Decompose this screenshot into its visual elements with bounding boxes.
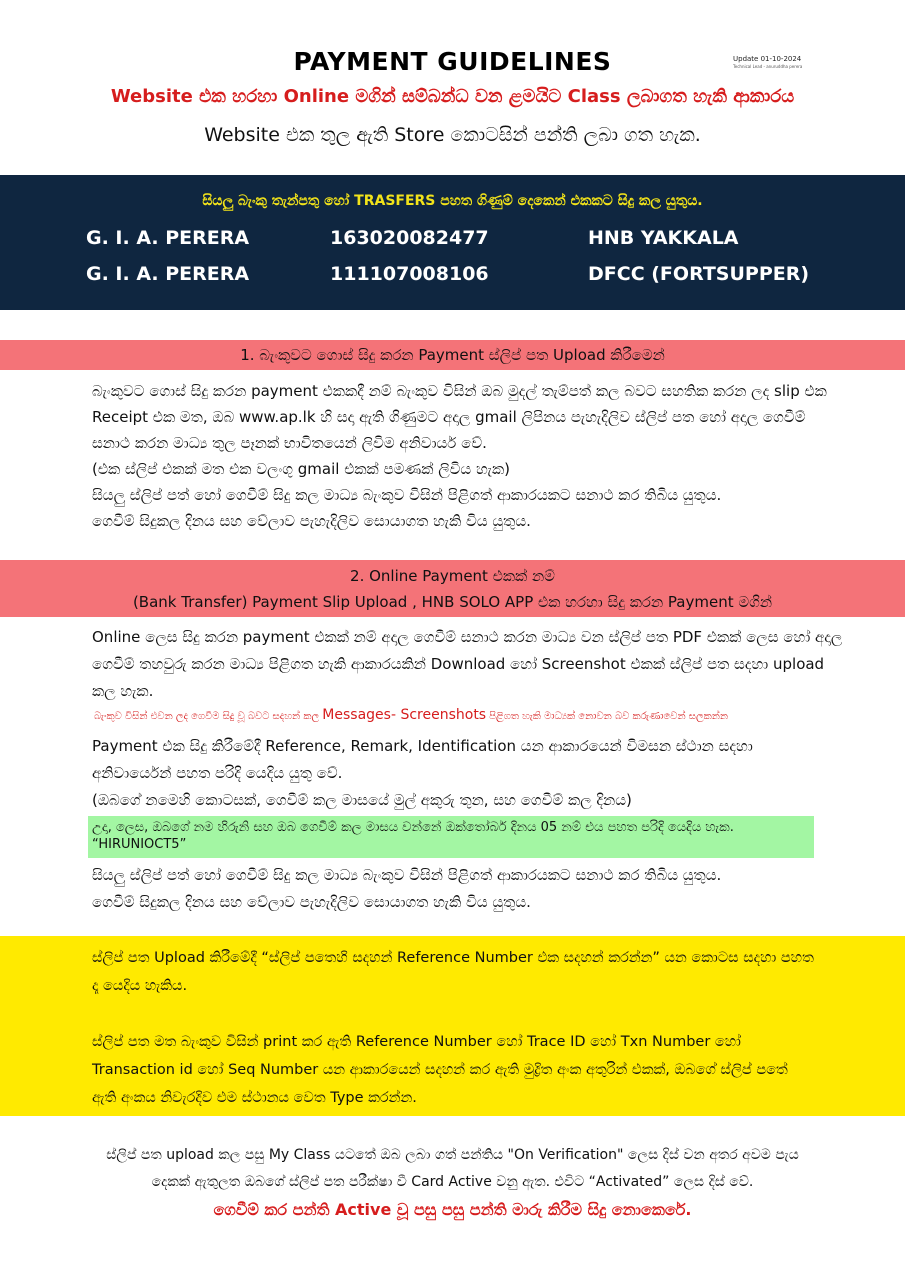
account-name: G. I. A. PERERA: [86, 263, 250, 285]
update-author: Technical Lead - anuruddha perera: [733, 64, 803, 69]
yellow-body: [92, 944, 832, 1112]
section1-heading: 1. බැංකුවට ගොස් සිදු කරන Payment ස්ලිප් පත Upload කිරීමෙන්: [0, 340, 905, 370]
footer-warning: ගෙවීම් කර පන්ති Active වූ පසු පසු පන්ති මාරු කිරීම සිදු නොකෙරේ.: [213, 1200, 692, 1219]
footer-line: ස්ලිප් පත upload කල පසු My Class යටතේ ඔබ ලබා ගත් පන්තිය "On Verification" ලෙස දිස් වන අතර අවම පැය: [106, 1147, 799, 1163]
footer: [0, 1142, 905, 1223]
section1-line: (එක ස්ලිප් එකක් මත එක වලංගු gmail එකක් පමණක් ලිවිය හැක): [92, 460, 511, 478]
warning-text-post: පිළිගත හැකි මාධ්‍යක් නොවන බව කරුණාවෙන් සලකන්න: [486, 711, 728, 722]
section2-line: ගෙවීම් සිදුකල දිනය සහ වේලාව පැහැදිලිව සොයාගත හැකි විය යුතුය.: [92, 893, 531, 911]
screenshot-warning: [94, 704, 822, 728]
header: [0, 0, 905, 175]
example-line: උදා, ලෙස, ඔබගේ නම හිරුනි සහ ඔබ ගෙවීම් කල මාසය වන්නේ ඔක්තෝබර් දිනය 05 නම් එය පහත පරිදි යෙදිය හැක.: [92, 820, 734, 835]
section2-line: Payment එක සිදු කිරීමේදී Reference, Remark, Identification යන ආකාරයෙන් විමසන ස්ථාන සදහා: [92, 737, 753, 755]
yellow-line: ඇති අංකය නිවැරදිව එම ස්ථානය වෙත Type කරන්න.: [92, 1090, 417, 1106]
account-number: 163020082477: [330, 227, 489, 249]
section2-body-c: [92, 862, 820, 916]
yellow-line: දෑ යෙදිය හැකිය.: [92, 978, 188, 994]
reference-example-box: [88, 816, 814, 858]
account-name: G. I. A. PERERA: [86, 227, 250, 249]
section2-body-a: [92, 624, 843, 705]
section2-line: Online ලෙස සිදු කරන payment එකක් නම් අදාල ගෙවීම් සනාථ කරන මාධ්‍ය වන ස්ලිප් පත PDF එකක් ලෙස හෝ අදාල: [92, 628, 843, 646]
bank-account-row: [0, 263, 905, 293]
reference-number-panel: [0, 936, 905, 1116]
section1-line: සියලු ස්ලිප් පත් හෝ ගෙවීම් සිදු කල මාධ්‍ය බැංකුව විසින් පිළිගත් ආකාරයකට සනාථ කර තිබිය යුතුය.: [92, 486, 722, 504]
bank-account-row: [0, 227, 905, 257]
section2-line: සියලු ස්ලිප් පත් හෝ ගෙවීම් සිදු කල මාධ්‍ය බැංකුව විසින් පිළිගත් ආකාරයකට සනාථ කර තිබිය යුතුය.: [92, 866, 722, 884]
section2-body-b: [92, 733, 820, 814]
section1-line: Receipt එක මත, ඔබ www.ap.lk හි සදා ඇති ගිණුමට අදාල gmail ලිපිනය පැහැදිලිව ස්ලිප් පත හෝ අදාල ගෙවීම්: [92, 408, 806, 426]
account-bank: HNB YAKKALA: [588, 227, 739, 249]
section2-heading-line2: (Bank Transfer) Payment Slip Upload , HNB SOLO APP එක හරහා සිදු කරන Payment මගින්: [132, 593, 773, 611]
section1-body: [92, 378, 827, 534]
update-date: Update 01-10-2024: [733, 55, 802, 63]
subtitle-red: Website එක හරහා Online මගින් සම්බන්ධ වන ළමයිට Class ලබාගත හැකි ආකාරය: [110, 86, 795, 107]
page-title: PAYMENT GUIDELINES: [293, 47, 612, 76]
yellow-line: ස්ලිප් පත මත බැංකුව විසින් print කර ඇති Reference Number හෝ Trace ID හෝ Txn Number හෝ: [92, 1034, 741, 1050]
footer-line: දෙකක් ඇතුලත ඔබගේ ස්ලිප් පත පරීක්ෂා වී Card Active වනු ඇත. එවිට “Activated” ලෙස දිස් වේ.: [151, 1174, 754, 1190]
bank-accounts-panel: [0, 175, 905, 310]
section2-line: කල හැක.: [92, 682, 154, 700]
yellow-line: ස්ලිප් පත Upload කිරීමේදී “ස්ලිප් පතෙහි සදහන් Reference Number එක සදහන් කරන්න” යන කොටස සදහා පහත: [92, 950, 814, 966]
example-code: “HIRUNIOCT5”: [92, 837, 187, 852]
bank-note: සියලු බැංකු තැන්පතු හෝ TRASFERS පහත ගිණුම් දෙකෙන් එකකට සිදු කල යුතුය.: [202, 193, 703, 209]
section2-heading: [0, 560, 905, 617]
warning-text-highlight: Messages- Screenshots: [322, 707, 487, 723]
section2-heading-line1: 2. Online Payment එකක් නම්: [350, 567, 555, 585]
account-bank: DFCC (FORTSUPPER): [588, 263, 810, 285]
account-number: 111107008106: [330, 263, 489, 285]
update-stamp: [733, 55, 802, 71]
section1-line: ගෙවීම් සිදුකල දිනය සහ වේලාව පැහැදිලිව සොයාගත හැකි විය යුතුය.: [92, 512, 531, 530]
yellow-line: Transaction id හෝ Seq Number යන ආකාරයෙන් සදහන් කර ඇති මුද්‍රිත අංක අතුරින් එකක්, ඔබගේ ස්ලිප් පතේ: [92, 1062, 788, 1078]
section1-line: සනාථ කරන මාධ්‍ය තුල පෑනක් භාවිතයෙන් ලිවිම අනිවාර්ය වේ.: [92, 434, 487, 452]
section2-line: ගෙවීම් තහවුරු කරන මාධ්‍ය පිළිගත හැකි ආකාරයකින් Download හෝ Screenshot එකක් ස්ලිප් පත සදහා upload: [92, 655, 825, 673]
yellow-spacer: [92, 1000, 832, 1028]
section1-line: බැංකුවට ගොස් සිදු කරන payment එකකදී නම් බැංකුව විසින් ඔබ මුදල් තැම්පත් කල බවට සහතික කරන ලද slip එක: [92, 382, 827, 400]
section2-line: අනිවාර්යෙන් පහත පරිදි යෙදිය යුතු වේ.: [92, 764, 343, 782]
section2-line: (ඔබගේ නමෙහි කොටසක්, ගෙවීම් කල මාසයේ මුල් අකුරු තුන, සහ ගෙවීම් කල දිනය): [92, 791, 632, 809]
warning-text-pre: බැංකුව විසින් එවන ලද ගෙවීම සිදු වූ බවට සදහන් කල: [94, 711, 323, 722]
subtitle-black: Website එක තුල ඇති Store කොටසින් පන්ති ලබා ගත හැක.: [204, 124, 701, 146]
